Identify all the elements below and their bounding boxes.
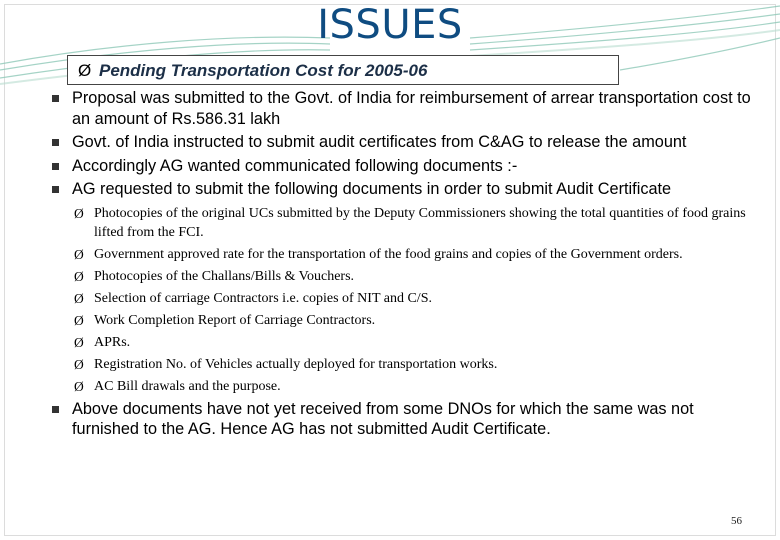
sub-bullet-text: Photocopies of the original UCs submitted by the Deputy Commissioners showing the total quantities of food grains lifted from the FCI. [94,205,746,240]
square-bullet-icon [52,95,59,102]
sub-bullet-item [74,245,752,264]
slide-title: ISSUES [317,2,463,48]
arrow-bullet-icon: Ø [78,61,92,80]
bullet-item [52,156,752,177]
arrow-bullet-icon: Ø [74,205,84,221]
bullet-item [52,88,752,129]
bullet-item [52,179,752,200]
sub-bullet-text: Photocopies of the Challans/Bills & Vouchers. [94,268,355,284]
sub-bullet-item [74,377,752,396]
sub-bullet-item [74,204,752,242]
arrow-bullet-icon: Ø [74,378,84,394]
square-bullet-icon [52,163,59,170]
bullet-text: Above documents have not yet received from some DNOs for which the same was not furnished to the AG. Hence AG has not submitted Audit Certificate. [72,399,694,438]
arrow-bullet-icon: Ø [74,312,84,328]
bullet-text: Proposal was submitted to the Govt. of India for reimbursement of arrear transportation cost to an amount of Rs.586.31 lakh [72,89,751,128]
arrow-bullet-icon: Ø [74,334,84,350]
square-bullet-icon [52,139,59,146]
subtitle-box [67,55,619,85]
sub-bullet-text: Registration No. of Vehicles actually deployed for transportation works. [94,356,498,372]
bullet-text: Govt. of India instructed to submit audit certificates from C&AG to release the amount [72,133,687,151]
bullet-item [52,132,752,153]
arrow-bullet-icon: Ø [74,268,84,284]
bullet-text: AG requested to submit the following documents in order to submit Audit Certificate [72,180,672,198]
sub-bullet-text: Work Completion Report of Carriage Contractors. [94,312,376,328]
document-sublist [74,204,752,396]
sub-bullet-item [74,355,752,374]
square-bullet-icon [52,186,59,193]
sub-bullet-text: Government approved rate for the transportation of the food grains and copies of the Government orders. [94,246,683,262]
sub-bullet-text: Selection of carriage Contractors i.e. copies of NIT and C/S. [94,290,432,306]
page-number: 56 [731,515,742,527]
arrow-bullet-icon: Ø [74,290,84,306]
bullet-item [52,399,752,440]
sub-bullet-item [74,267,752,286]
sub-bullet-item [74,289,752,308]
sub-bullet-item [74,311,752,330]
bullet-list [52,88,752,443]
sub-bullet-item [74,333,752,352]
sub-bullet-text: AC Bill drawals and the purpose. [94,378,281,394]
sub-bullet-text: APRs. [94,334,131,350]
arrow-bullet-icon: Ø [74,246,84,262]
subtitle-text: Pending Transportation Cost for 2005-06 [99,61,428,80]
arrow-bullet-icon: Ø [74,356,84,372]
bullet-text: Accordingly AG wanted communicated following documents :- [72,156,518,175]
square-bullet-icon [52,406,59,413]
